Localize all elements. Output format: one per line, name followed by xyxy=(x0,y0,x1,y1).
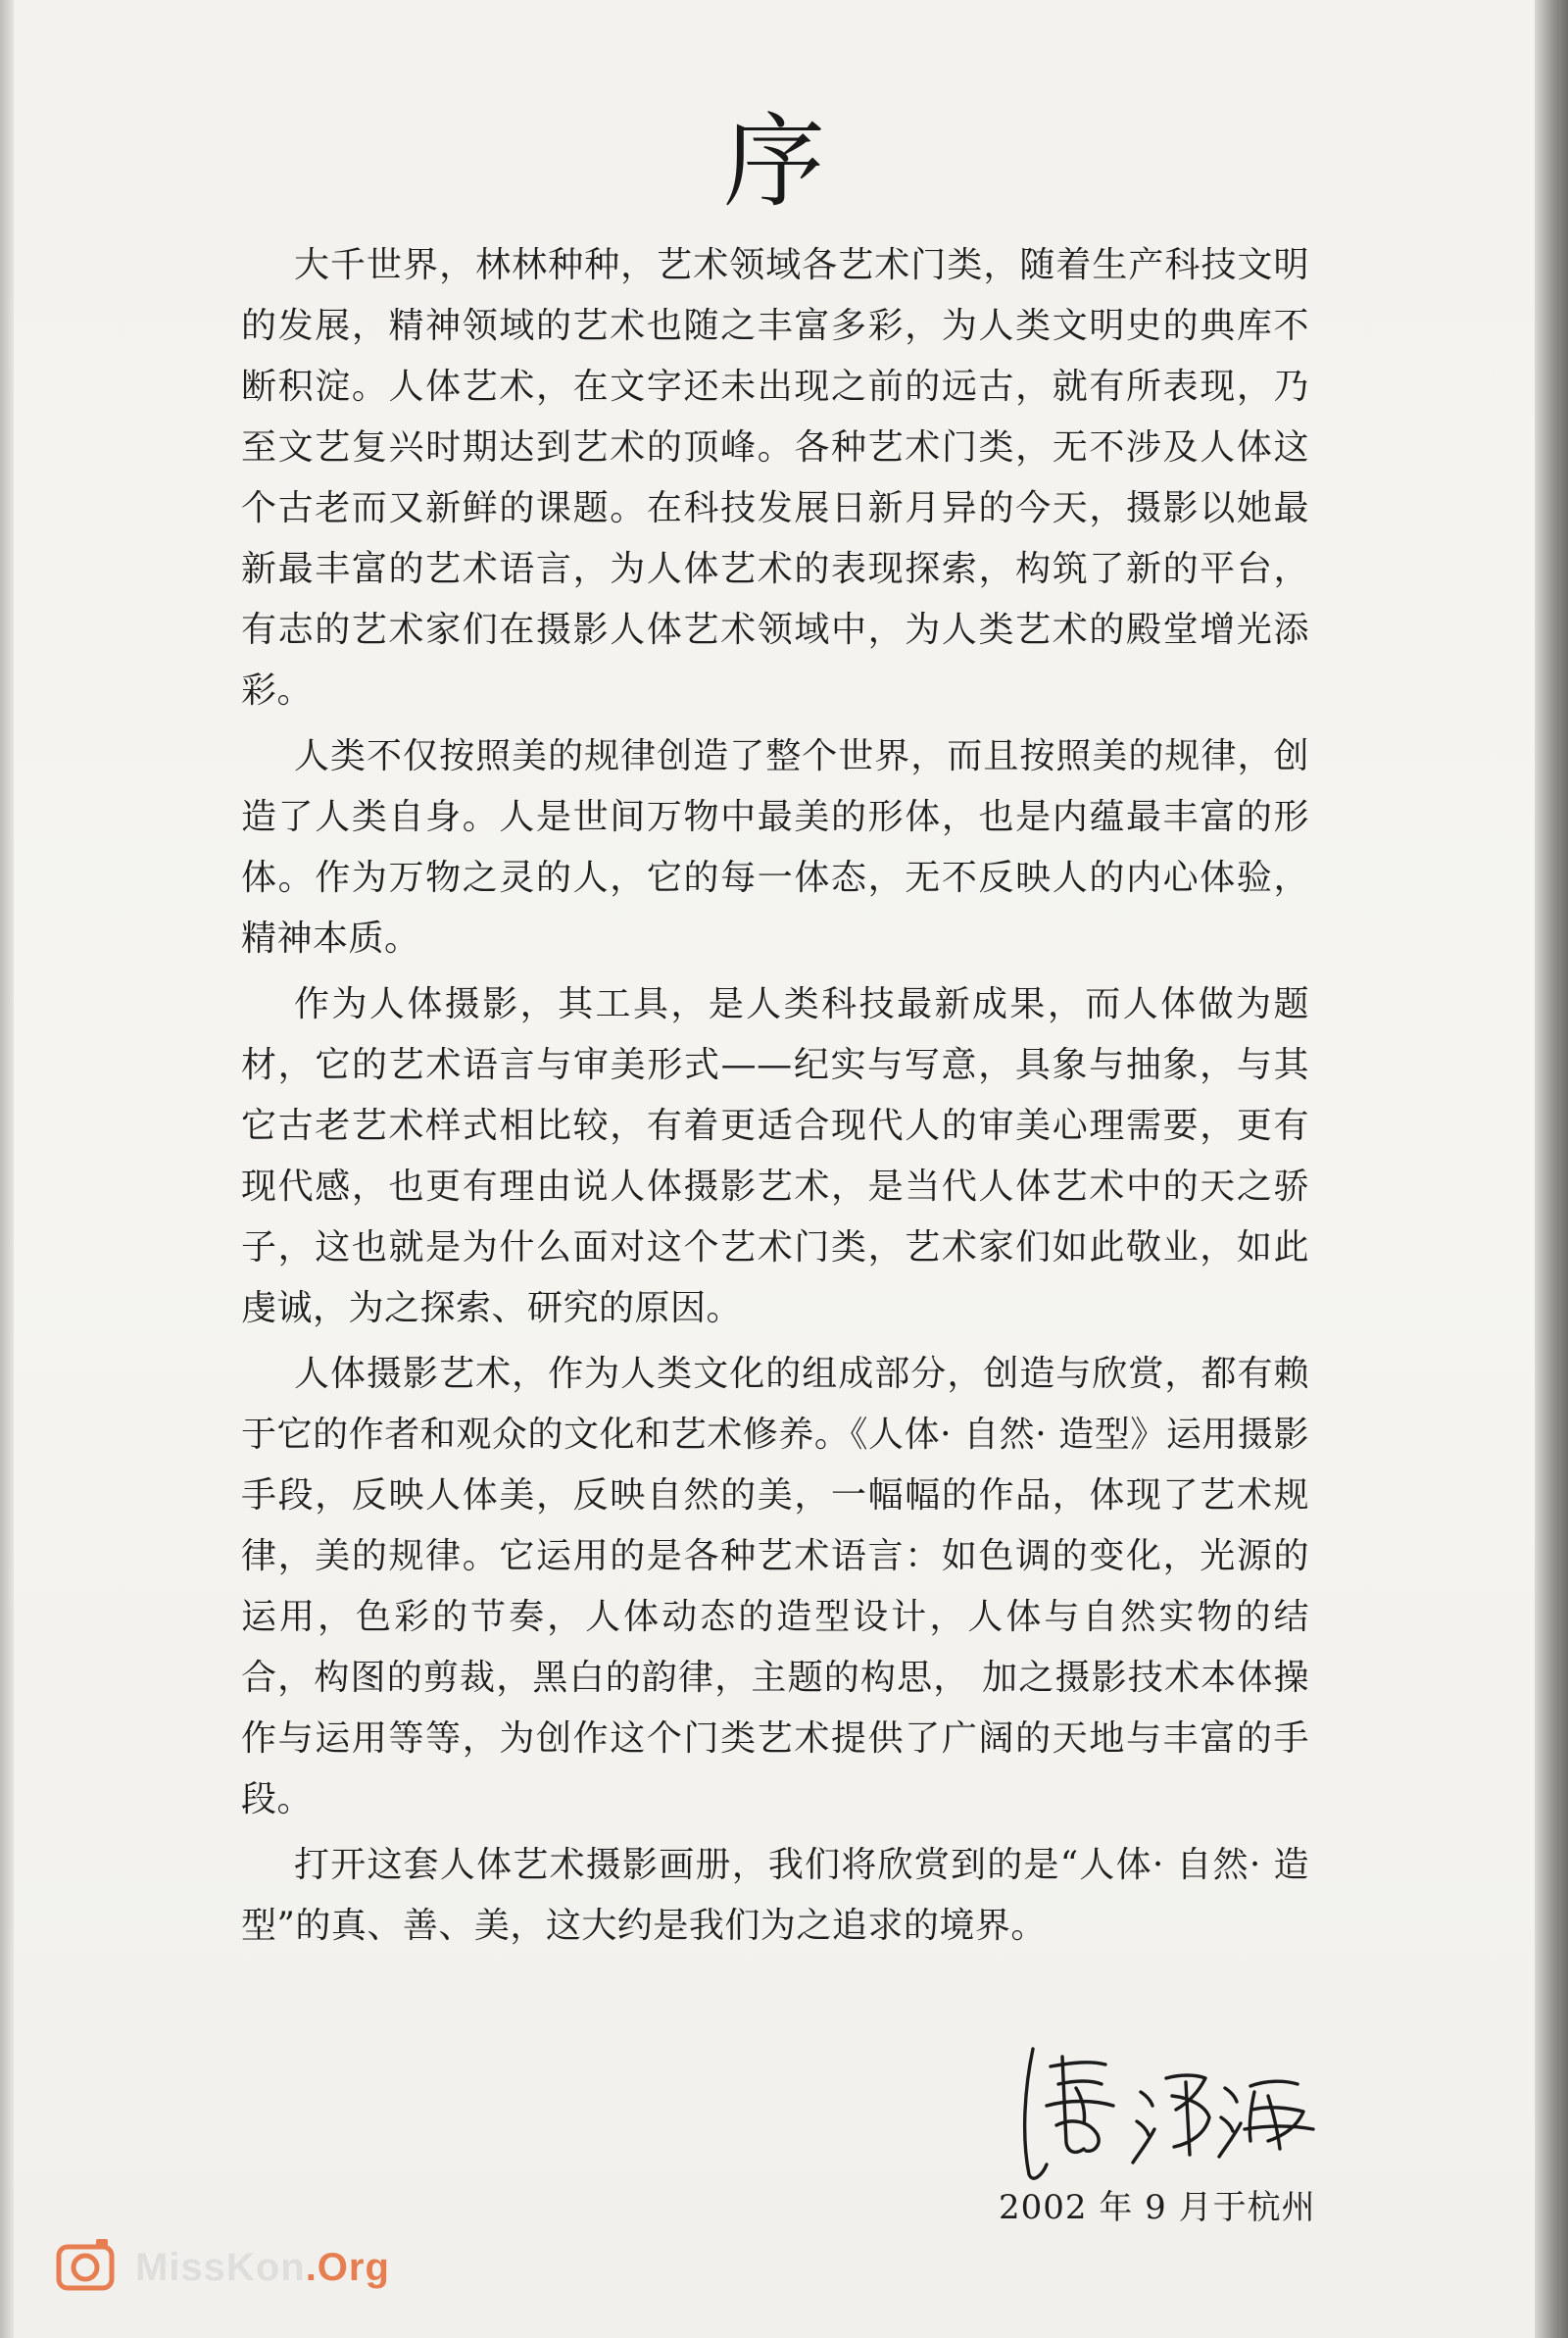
site-watermark xyxy=(51,2233,390,2302)
watermark-text xyxy=(135,2246,390,2290)
scan-edge-right xyxy=(1535,0,1568,2338)
preface-body xyxy=(241,235,1309,1962)
paragraph-3: 作为人体摄影，其工具，是人类科技最新成果，而人体做为题材，它的艺术语言与审美形式——纪实与写意，具象与抽象，与其它古老艺术样式相比较，有着更适合现代人的审美心理需要，更有现代感，也更有理由说人体摄影艺术，是当代人体艺术中的天之骄子，这也就是为什么面对这个艺术门类，艺术家们如此敬业，如此虔诚，为之探索、研究的原因。 xyxy=(241,984,1309,1328)
paragraph-5: 打开这套人体艺术摄影画册，我们将欣赏到的是“人体· 自然· 造型”的真、善、美，这大约是我们为之追求的境界。 xyxy=(241,1845,1309,1946)
paragraph-4: 人体摄影艺术，作为人类文化的组成部分，创造与欣赏，都有赖于它的作者和观众的文化和艺术修养。《人体· 自然· 造型》运用摄影手段，反映人体美，反映自然的美，一幅幅的作品，体现了艺术规律，美的规律。它运用的是各种艺术语言：如色调的变化，光源的运用，色彩的节奏，人体动态的造型设计，人体与自然实物的结合，构图的剪裁，黑白的韵律，主题的构思， 加之摄影技术本体操作与运用等等，为创作这个门类艺术提供了广阔的天地与丰富的手段。 xyxy=(241,1354,1309,1819)
watermark-main: MissKon xyxy=(135,2245,306,2289)
date-location: 2002 年 9 月于杭州 xyxy=(999,2188,1316,2227)
page xyxy=(14,0,1535,2338)
scan-edge-left xyxy=(0,0,14,2338)
page-title: 序 xyxy=(722,102,825,222)
handwritten-signature xyxy=(1004,2027,1317,2194)
camera-logo-icon xyxy=(51,2233,120,2302)
paragraph-1: 大千世界，林林种种，艺术领域各艺术门类，随着生产科技文明的发展，精神领域的艺术也随之丰富多彩，为人类文明史的典库不断积淀。人体艺术，在文字还未出现之前的远古，就有所表现，乃至文艺复兴时期达到艺术的顶峰。各种艺术门类，无不涉及人体这个古老而又新鲜的课题。在科技发展日新月异的今天，摄影以她最新最丰富的艺术语言，为人体艺术的表现探索，构筑了新的平台，有志的艺术家们在摄影人体艺术领域中，为人类艺术的殿堂增光添彩。 xyxy=(241,245,1309,711)
watermark-suffix: .Org xyxy=(305,2245,390,2289)
paragraph-2: 人类不仅按照美的规律创造了整个世界，而且按照美的规律，创造了人类自身。人是世间万物中最美的形体，也是内蕴最丰富的形体。作为万物之灵的人，它的每一体态，无不反映人的内心体验，精神本质。 xyxy=(241,736,1309,959)
